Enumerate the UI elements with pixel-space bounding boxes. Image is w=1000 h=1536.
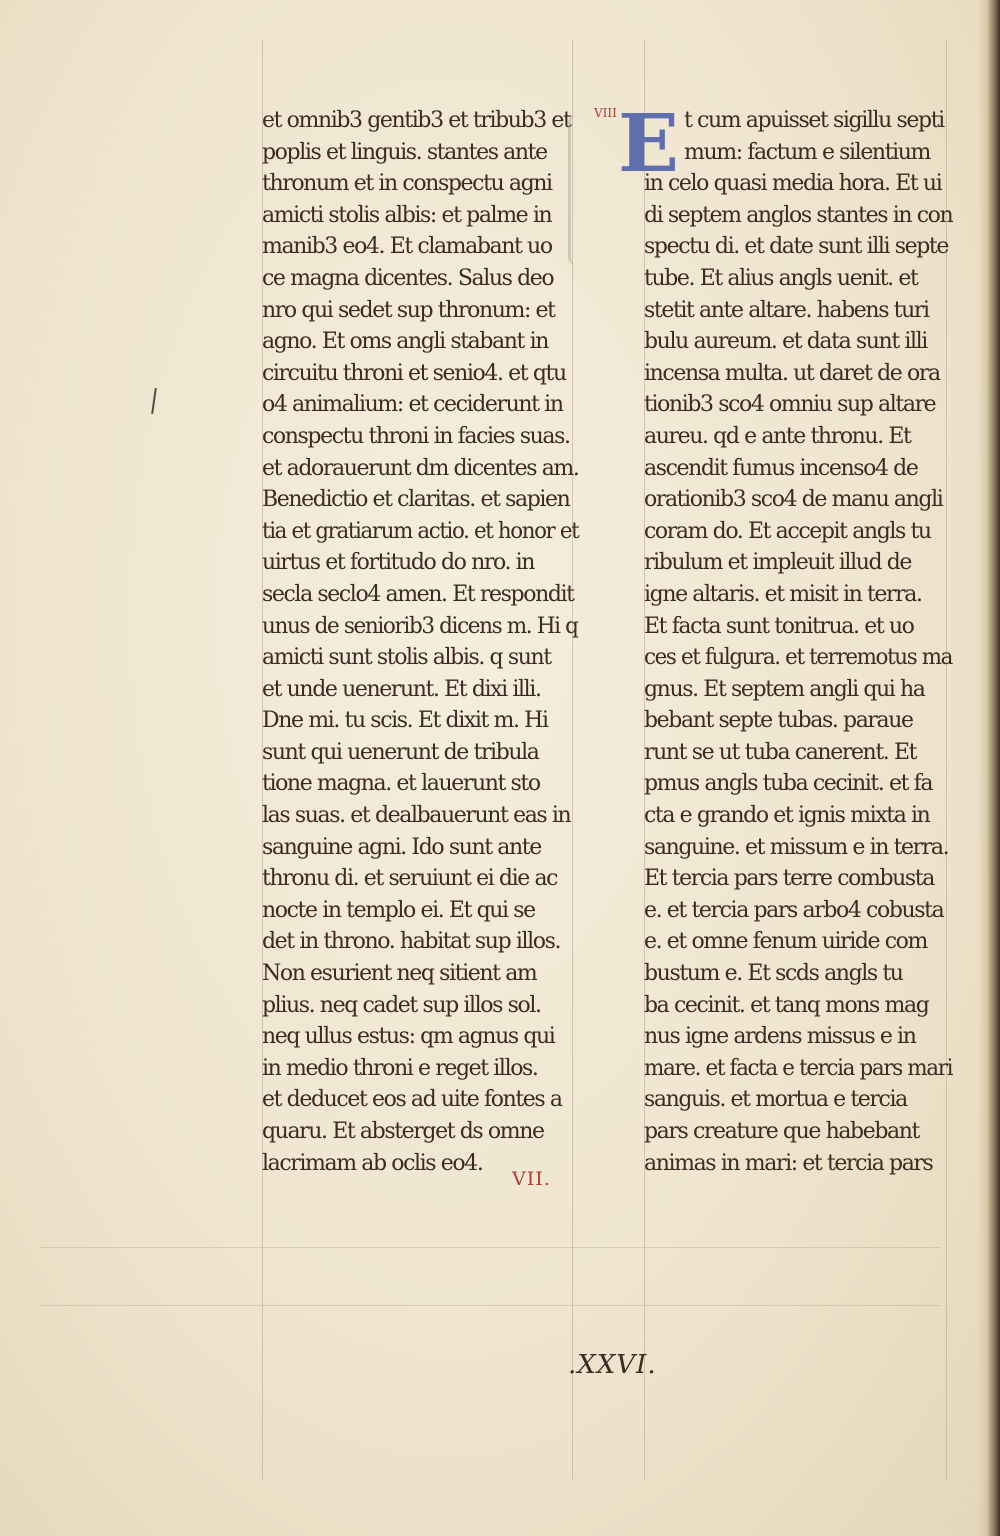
text-line: conspectu throni in facies suas. [262,423,570,449]
text-line: di septem anglos stantes in con [644,202,953,228]
text-line: o4 animalium: et ceciderunt in [262,392,563,418]
ruling-line [40,1247,940,1248]
text-line: ces et fulgura. et terremotus ma [644,645,953,671]
text-line: et omnib3 gentib3 et tribub3 et [262,108,571,133]
text-line: Et facta sunt tonitrua. et uo [644,613,914,639]
folio-number: .XXVI. [568,1350,657,1380]
text-line: agno. Et oms angli stabant in [262,329,548,355]
initial-flourish [568,115,593,265]
margin-mark [151,388,157,414]
text-line: quaru. Et absterget ds omne [262,1119,544,1144]
text-line: et deducet eos ad uite fontes a [262,1087,562,1113]
text-line: animas in mari: et tercia pars [644,1150,933,1176]
text-line: las suas. et dealbauerunt eas in [262,803,571,829]
text-line: incensa multa. ut daret de ora [644,360,940,386]
text-line: spectu di. et date sunt illi septe [644,234,948,260]
text-line: nocte in templo ei. Et qui se [262,897,535,923]
text-line: in celo quasi media hora. Et ui [644,171,942,197]
text-line: igne altaris. et misit in terra. [644,581,922,607]
text-line: lacrimam ab oclis eo4. [262,1150,483,1176]
text-line: amicti stolis albis: et palme in [262,202,552,228]
text-line: stetit ante altare. habens turi [644,297,929,323]
text-line: et unde uenerunt. Et dixi illi. [262,676,541,702]
text-line: manib3 eo4. Et clamabant uo [262,234,552,260]
text-line: uirtus et fortitudo do nro. in [262,550,535,576]
text-line: bulu aureum. et data sunt illi [644,329,927,355]
margin-pencil-note [836,1286,839,1295]
text-line: sanguine agni. Ido sunt ante [262,834,541,860]
text-line: bustum e. Et scds angls tu [644,961,903,987]
text-line: runt se ut tuba canerent. Et [644,739,917,765]
text-line: ce magna dicentes. Salus deo [262,265,554,291]
text-line: e. et tercia pars arbo4 cobusta [644,897,944,923]
text-line: sanguine. et missum e in terra. [644,834,949,860]
text-line: thronum et in conspectu agni [262,171,552,197]
text-line: thronu di. et seruiunt ei die ac [262,866,558,892]
text-line: mare. et facta e tercia pars mari [644,1055,953,1081]
chapter-number-vii: VII. [512,1168,551,1190]
text-line: ba cecinit. et tanq mons mag [644,992,929,1018]
text-line: Non esurient neq sitient am [262,961,537,987]
text-line: ribulum et impleuit illud de [644,550,912,576]
text-line: cta e grando et ignis mixta in [644,803,930,829]
text-line: nro qui sedet sup thronum: et [262,297,555,323]
text-line: t cum apuisset sigillu septi [684,108,944,133]
text-line: et adorauerunt dm dicentes am. [262,455,579,481]
text-line: plius. neq cadet sup illos sol. [262,992,541,1018]
text-line: sunt qui uenerunt de tribula [262,739,539,765]
text-line: Et tercia pars terre combusta [644,866,934,892]
page-edge-shadow [978,0,1000,1536]
text-line: aureu. qd e ante thronu. Et [644,423,911,449]
text-line: tube. Et alius angls uenit. et [644,265,918,291]
text-line: det in throno. habitat sup illos. [262,929,561,955]
text-line: in medio throni e reget illos. [262,1055,538,1081]
text-line: coram do. Et accepit angls tu [644,518,931,544]
right-text-column [644,105,954,1179]
text-line: orationib3 sco4 de manu angli [644,487,943,513]
decorated-initial: E [618,96,679,190]
text-line: bebant septe tubas. paraue [644,708,913,734]
text-line: e. et omne fenum uiride com [644,929,927,955]
ruling-line [40,1305,940,1306]
text-line: gnus. Et septem angli qui ha [644,676,925,702]
text-line: nus igne ardens missus e in [644,1024,916,1050]
text-line: circuitu throni et senio4. et qtu [262,360,566,386]
text-line: mum: factum e silentium [684,139,931,165]
text-line: pmus angls tuba cecinit. et fa [644,771,933,797]
text-line: sanguis. et mortua e tercia [644,1087,907,1113]
text-line: neq ullus estus: qm agnus qui [262,1024,555,1050]
text-line: secla seclo4 amen. Et respondit [262,581,574,607]
text-line: tione magna. et lauerunt sto [262,771,540,797]
text-line: tionib3 sco4 omniu sup altare [644,392,936,418]
text-line: Benedictio et claritas. et sapien [262,487,570,513]
text-line: ascendit fumus incenso4 de [644,455,918,481]
left-text-column [262,105,580,1179]
text-line: pars creature que habebant [644,1119,919,1144]
text-line: tia et gratiarum actio. et honor et [262,518,579,544]
text-line: Dne mi. tu scis. Et dixit m. Hi [262,708,548,734]
chapter-number-viii: VIII [594,106,617,120]
text-line: amicti sunt stolis albis. q sunt [262,645,551,671]
text-line: unus de seniorib3 dicens m. Hi q [262,613,578,639]
text-line: poplis et linguis. stantes ante [262,139,547,165]
